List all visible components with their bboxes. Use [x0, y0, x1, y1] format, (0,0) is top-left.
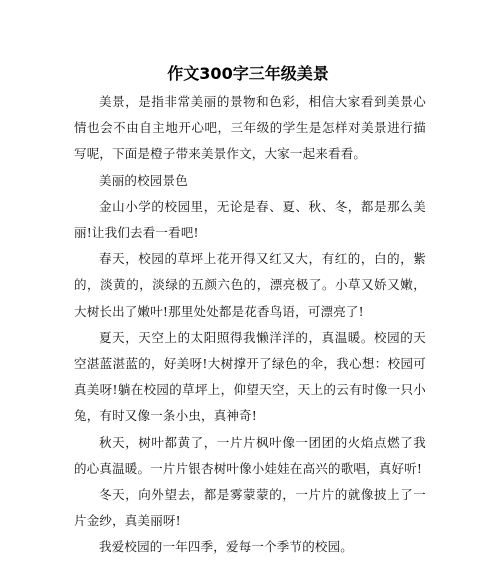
paragraph-opening: 金山小学的校园里，无论是春、夏、秋、冬，都是那么美丽!让我们去看一看吧! [74, 198, 426, 241]
section-heading: 美丽的校园景色 [99, 172, 188, 188]
paragraph-winter: 冬天，向外望去，都是雾蒙蒙的，一片片的就像披上了一片金纱，真美丽呀! [74, 487, 426, 529]
paragraph-closing: 我爱校园的一年四季，爱每一个季节的校园。 [99, 539, 354, 555]
paragraph-intro: 美景，是指非常美丽的景物和色彩，相信大家看到美景心情也会不由自主地开心吧，三年级的学生是怎样对美景进行描写呢，下面是橙子带来美景作文，大家一起来看看。 [74, 94, 426, 162]
document-body [74, 89, 426, 561]
paragraph-summer: 夏天，天空上的太阳照得我懒洋洋的，真温暖。校园的天空湛蓝湛蓝的，好美呀!大树撑开了绿色的伞，我心想：校园可真美呀!躺在校园的草坪上，仰望天空，天上的云有时像一只小兔，有时又像一条小虫，真神奇! [74, 329, 426, 424]
paragraph-autumn: 秋天，树叶都黄了，一片片枫叶像一团团的火焰点燃了我的心真温暖。一片片银杏树叶像小娃娃在高兴的歌唱，真好听! [74, 434, 426, 476]
paragraph-spring: 春天，校园的草坪上花开得又红又大，有红的，白的，紫的，淡黄的，淡绿的五颜六色的，漂亮极了。小草又娇又嫩，大树长出了嫩叶!那里处处都是花香鸟语，可漂亮了! [74, 251, 426, 319]
document-title: 作文300字三年级美景 [167, 64, 329, 83]
